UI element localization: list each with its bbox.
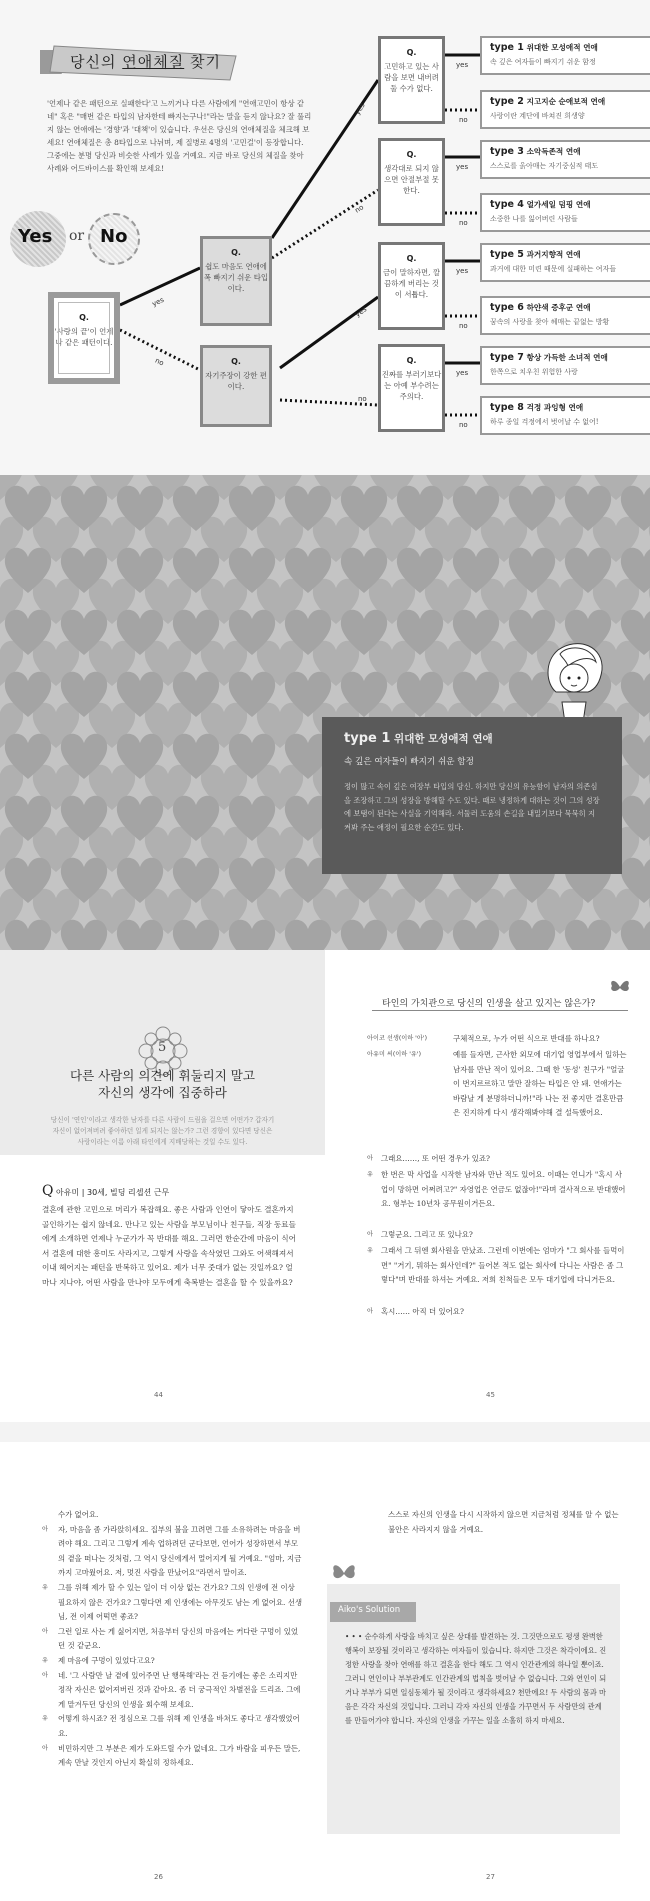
label-no-1: no bbox=[153, 356, 166, 368]
dialog26-line-2: 아 자, 마음을 좀 가라앉히세요. 집부의 불을 끄려면 그를 소유하려는 마음을 버려야 해요. 그리고 그렇게 계속 업하려던 군다보면, 언어가 성장하면서 부모의 곁을 떠나는 것처럼, 그 역시 당신에게서 멀어지게 될 거예요. "엄마, 지금까지 고마웠어요. 저, 멋진 사람을 만났어요"라면서 말이죠. bbox=[42, 1524, 302, 1578]
page45-title: 타인의 가치관으로 당신의 인생을 살고 있지는 않은가? bbox=[382, 999, 596, 1009]
solution-title: Aiko's Solution bbox=[338, 1605, 401, 1615]
label-no-t8: no bbox=[459, 421, 468, 429]
type1-card-title: type 1 위대한 모성애적 연애 bbox=[344, 731, 493, 746]
yes-label: Yes bbox=[18, 226, 53, 247]
label-yes-1: yes bbox=[150, 295, 166, 309]
type-box-1: type 1 위대한 모성애적 연애 속 깊은 여자들이 빠지기 쉬운 함정 bbox=[480, 36, 650, 75]
page-number-27: 27 bbox=[486, 1873, 495, 1881]
spread-divider bbox=[0, 1422, 650, 1442]
page-number-26: 26 bbox=[154, 1873, 163, 1881]
or-label: or bbox=[69, 228, 85, 244]
label-yes-2: yes bbox=[353, 101, 367, 117]
chapter-subtitle: 당신이 '연인'이라고 생각한 남자를 다른 사람이 드림을 걸으면 어떤가? 갑자기 자신이 없어져버려 좋아하던 일게 되지는 않는가? 그런 경향이 있다면 당신은 사랑이라는 이름 아래 타인에게 지배당하는 것일 수도 있다. bbox=[50, 1116, 275, 1146]
question-start: Q. '사랑의 끝'이 언제나 같은 패턴이다. bbox=[48, 292, 120, 384]
page26-dialog bbox=[42, 1508, 304, 1771]
dialog26-line-3: 유 그를 위해 제가 할 수 있는 일이 더 이상 없는 건가요? 그의 인생에 전 이상 필요하지 않은 건가요? 그렇다면 제 인생에는 아무것도 남는 게 없어요. 선생님, 전 이제 어떡면 좋죠? bbox=[42, 1582, 302, 1622]
type1-card-subtitle: 속 깊은 여자들이 빠지기 쉬운 함정 bbox=[344, 757, 474, 767]
question-mid-no: Q. 자기주장이 강한 편이다. bbox=[200, 345, 272, 427]
dialog26-line-1: 수가 없어요. bbox=[58, 1510, 99, 1519]
page27-top-text: 스스로 자신의 인생을 다시 시작하지 않으면 지금처럼 정체를 알 수 없는 불안은 사라지지 않을 거예요. bbox=[388, 1510, 619, 1534]
question-paragraph: 결혼에 관한 고민으로 머리가 복잡해요. 좋은 사람과 인연이 닿아도 결혼까지 골인하기는 쉽지 않네요. 만나고 있는 사람을 부모님이나 친구들, 직장 동료들에게 소개하면 언제나 누군가가 꼭 반대를 해요. 그러면 한순간에 마음이 식어서 결혼에 대한 흥미도 사라지고, 그렇게 사랑을 속삭였던 그와도 어색해져서 이내 헤어지는 패턴을 반복하고 있어요. 제가 너무 줏대가 없는 것일까요? 얼마나 지나야, 어떤 사람을 만나야 모두에게 축복받는 결혼을 할 수 있을까요? bbox=[42, 1205, 296, 1287]
page-number-44: 44 bbox=[154, 1391, 163, 1399]
no-label: No bbox=[100, 226, 128, 247]
question-speaker: Q 아유미 | 30세, 빌딩 리셉션 근무 bbox=[42, 1183, 170, 1199]
question-r4: Q. 진짜를 부러기보다는 아예 부수려는 주의다. bbox=[378, 344, 445, 432]
dialog-line-2: 아유미 씨(이하 '유') 예를 들자면, 근사한 외모에 대기업 영업부에서 일하는 남자를 만난 적이 있어요. 그때 한 '동성' 친구가 "얼굴이 번지르르하고 말만 잘하는 타입은 안 돼. 연애가는 바람날 게 분명하더니까!"라 나는 전 좋지만 결혼만큼은 진지하게 다시 생각해봐야해 결 설득했어요. bbox=[367, 1050, 627, 1118]
type-box-2: type 2 지고지순 순애보적 연애 사랑이란 계단에 바쳐진 희생양 bbox=[480, 90, 650, 129]
label-yes-t5: yes bbox=[456, 267, 469, 275]
butterfly-icon bbox=[609, 978, 631, 996]
label-yes-3: yes bbox=[353, 305, 369, 319]
label-yes-t1: yes bbox=[456, 61, 469, 69]
label-yes-t7: yes bbox=[456, 369, 469, 377]
type-box-5: type 5 과거지향적 연애 과거에 대한 미련 때문에 실패하는 여자들 bbox=[480, 243, 650, 282]
type-box-3: type 3 소악독존적 연애 스스로를 옭아매는 자기중심적 태도 bbox=[480, 140, 650, 179]
label-no-t2: no bbox=[459, 116, 468, 124]
label-no-t6: no bbox=[459, 322, 468, 330]
solution-body: • • • 순수하게 사랑을 바치고 싶은 상대를 발견하는 것. 그것만으로도 평생 완벽한 행복이 보장될 것이라고 생각하는 여자들이 있습니다. 하지만 그것은 착각이에요. 진정한 사랑을 찾아 연애를 하고 결혼을 한다 해도 그 역시 인간관계의 하나일 뿐이죠. 그러니 연인이나 부부관계도 인간관계의 법칙을 벗어날 수 없습니다. 그와 연인이 되거나 부부가 되면 일심동체가 될 것이라고 생각하세요? 천만에요! 두 사람의 몸과 마음은 각각 자신의 것입니다. 그러니 각자 자신의 인생을 가꾸면서 두 사람만의 관계를 만들어가야 합니다. 자신의 인생을 가꾸는 일을 소홀히 하지 마세요. bbox=[345, 1632, 607, 1725]
label-no-t4: no bbox=[459, 219, 468, 227]
type1-card bbox=[322, 717, 622, 874]
chapter-title: 다른 사람의 의견에 휘둘리지 말고 자신의 생각에 집중하라 bbox=[70, 1068, 255, 1100]
label-yes-t3: yes bbox=[456, 163, 469, 171]
dialog26-line-7: 유 어떻게 하시죠? 전 정심으로 그를 위해 제 인생을 바쳐도 좋다고 생각했었어요. bbox=[42, 1714, 300, 1738]
page-number-45: 45 bbox=[486, 1391, 495, 1399]
question-r2: Q. 생각대로 되지 않으면 안절부절 못한다. bbox=[378, 138, 445, 226]
question-r1: Q. 고민하고 있는 사람을 보면 내버려둘 수가 없다. bbox=[378, 36, 445, 124]
type-box-6: type 6 하얀색 증후군 연애 꿈속의 사랑을 찾아 헤매는 끝없는 방황 bbox=[480, 296, 650, 335]
dialog26-line-5: 유 제 마음에 구멍이 있었다고요? bbox=[42, 1655, 155, 1665]
chapter-number: 5 bbox=[158, 1040, 167, 1055]
dialog-line-5: 아 그렇군요. 그리고 또 있나요? bbox=[367, 1230, 473, 1239]
dialog-line-6: 유 그래서 그 뒤엔 회사원을 만났죠. 그런데 이번에는 엄마가 "그 회사를 들먹이면" "거기, 뭐하는 회사인데?" 들어본 적도 없는 회사에 다니는 사람은 좀 그렇다"며 반대를 하셔는 거예요. 저희 친척들은 모두 대기업에 다니거든요. bbox=[367, 1246, 625, 1285]
flowchart-title: 당신의 연애체질 찾기 bbox=[70, 53, 221, 71]
question-mid-yes: Q. 쉽도 마음도 연애에 폭 빠지기 쉬운 타입이다. bbox=[200, 236, 272, 326]
type-box-7: type 7 항상 가득한 소녀적 연애 한쪽으로 치우친 위험한 사랑 bbox=[480, 346, 650, 385]
label-no-2: no bbox=[353, 203, 366, 215]
dialog26-line-4: 아 그런 일로 사는 게 싫어지면, 처음부터 당신의 마음에는 커다란 구멍이 있었던 것 같군요. bbox=[42, 1626, 299, 1651]
label-no-3: no bbox=[358, 395, 367, 403]
type-box-8: type 8 걱정 과잉형 연애 하루 종일 걱정에서 벗어날 수 없어! bbox=[480, 396, 650, 435]
dialog-line-3: 아 그래요……, 또 어떤 경우가 있죠? bbox=[367, 1154, 491, 1163]
flowchart-intro: '언제나 같은 패턴으로 실패한다'고 느끼거나 다른 사람에게 "연애고민이 항상 같네" 혹은 "매번 같은 타입의 남자한테 빠지는구나!"라는 말을 듣지 않나요? 잘 풀리지 않는 연애에는 '경향'과 '대책'이 있습니다. 우선은 당신의 연애체질을 체크해 보세요! 연애체질은 총 8타입으로 나뉘며, 제 질병로 4명의 '고민걸'이 등장합니다. 그중에는 분명 당신과 비슷한 사례가 있을 거예요. 지금 바로 당신의 체질을 찾아 사례와 어드바이스를 확인해 보세요! bbox=[47, 99, 312, 173]
dialog-line-1: 아이코 선생(이하 '아') 구체적으로, 누가 어떤 식으로 반대를 하나요? bbox=[367, 1034, 600, 1043]
dialog26-line-6: 아 네. '그 사람만 날 곁에 있어주면 난 행복해'라는 건 듣기에는 좋은 소리지만 정작 자신은 없어져버린 것과 같아요. 좀 더 궁극적인 차별전을 드리죠. 그에게 맡겨두던 당신의 인생을 회수해 보세요. bbox=[42, 1670, 301, 1709]
dialog-line-7: 아 혹시…… 아직 더 있어요? bbox=[367, 1307, 464, 1316]
page45-title-rule bbox=[372, 1010, 628, 1011]
butterfly-icon-2 bbox=[331, 1562, 357, 1584]
type1-card-body: 정이 많고 속이 깊은 여장부 타입의 당신. 하지만 당신의 유능함이 남자의 의존심을 조장하고 그의 성장을 방해할 수도 있다. 때로 냉정하게 대하는 것이 그의 성장에 보탬이 된다는 사실을 기억해라. 서둘러 도움의 손길을 내밀기보다 묵묵히 지켜봐 주는 애정이 필요한 순간도 있다. bbox=[344, 782, 600, 832]
dialog26-line-8: 아 비민하지만 그 부분은 제가 도와드릴 수가 없네요. 그가 바람을 피우든 말든, 계속 만날 것인지 아닌지 확실히 정하세요. bbox=[42, 1743, 301, 1768]
question-r3: Q. 금이 말하자면, 깔끔하게 버리는 것이 서툽다. bbox=[378, 242, 445, 330]
type-box-4: type 4 얼가세일 덤핑 연애 소중한 나를 잃어버린 사람들 bbox=[480, 193, 650, 232]
dialog-line-4: 유 한 번은 막 사업을 시작한 남자와 만난 적도 있어요. 이때는 언니가 "혹시 사업이 망하면 어쩌려고?" 자영업은 연금도 없잖아!"라며 결사적으로 반대했어요. 형부는 10년차 공무원이거든요. bbox=[367, 1170, 626, 1209]
